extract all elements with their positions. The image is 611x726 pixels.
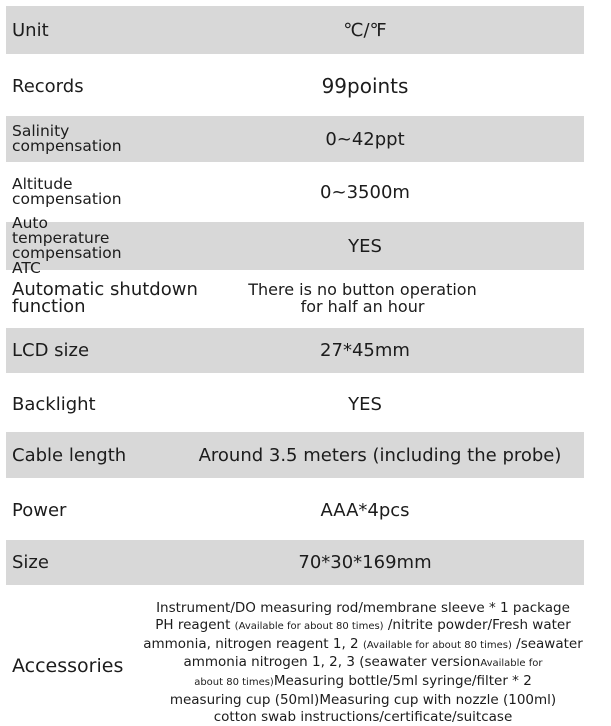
spec-label: Size — [12, 552, 49, 573]
spec-label: Altitude compensation — [12, 175, 122, 208]
spec-value: 0~3500m — [320, 181, 410, 203]
spec-row-size — [6, 540, 584, 585]
spec-label: Automatic shutdown function — [12, 279, 198, 317]
spec-value: YES — [348, 235, 382, 257]
spec-value: AAA*4pcs — [320, 499, 410, 521]
spec-label: Power — [12, 499, 67, 521]
spec-row-atc — [6, 214, 584, 277]
spec-value: Around 3.5 meters (including the probe) — [198, 444, 562, 466]
spec-row-records — [6, 61, 584, 111]
spec-label: Auto temperature compensation ATC — [12, 214, 122, 277]
spec-value: 99points — [321, 73, 409, 98]
spec-row-unit — [6, 6, 584, 54]
accessories-line: ammonia nitrogen 1, 2, 3 (seawater versionAvailable for — [183, 654, 543, 671]
spec-value: ℃/℉ — [343, 19, 387, 41]
spec-value: There is no button operation for half an hour — [248, 280, 477, 316]
accessories-line: about 80 times)Measuring bottle/5ml syringe/filter * 2 — [194, 673, 532, 690]
spec-row-salinity — [6, 116, 584, 162]
spec-row-lcd-size — [6, 328, 584, 373]
spec-label: Backlight — [12, 393, 96, 415]
spec-row-backlight — [6, 380, 584, 428]
accessories-line: cotton swab instructions/certificate/suitcase — [213, 708, 513, 725]
spec-row-power — [6, 487, 584, 533]
accessories-label: Accessories — [12, 655, 124, 677]
accessories-list — [128, 600, 598, 726]
spec-value: 0~42ppt — [325, 128, 405, 150]
spec-row-auto-shutdown — [6, 274, 584, 322]
accessories-line: PH reagent (Available for about 80 times) /nitrite powder/Fresh water — [155, 616, 571, 633]
spec-row-cable-length — [6, 432, 584, 478]
spec-label: Salinity compensation — [12, 122, 122, 155]
spec-value: YES — [348, 393, 382, 415]
accessories-line: measuring cup (50ml)Measuring cup with nozzle (100ml) — [169, 691, 557, 708]
spec-label: Unit — [12, 19, 49, 41]
spec-label: LCD size — [12, 340, 90, 361]
accessories-line: ammonia, nitrogen reagent 1, 2 (Available for about 80 times) /seawater — [143, 635, 583, 652]
accessories-line: Instrument/DO measuring rod/membrane sleeve * 1 package — [156, 600, 570, 616]
spec-value: 70*30*169mm — [298, 552, 432, 573]
spec-value: 27*45mm — [320, 340, 410, 361]
spec-row-altitude — [6, 167, 584, 217]
spec-label: Cable length — [12, 444, 127, 466]
spec-label: Records — [12, 75, 84, 97]
